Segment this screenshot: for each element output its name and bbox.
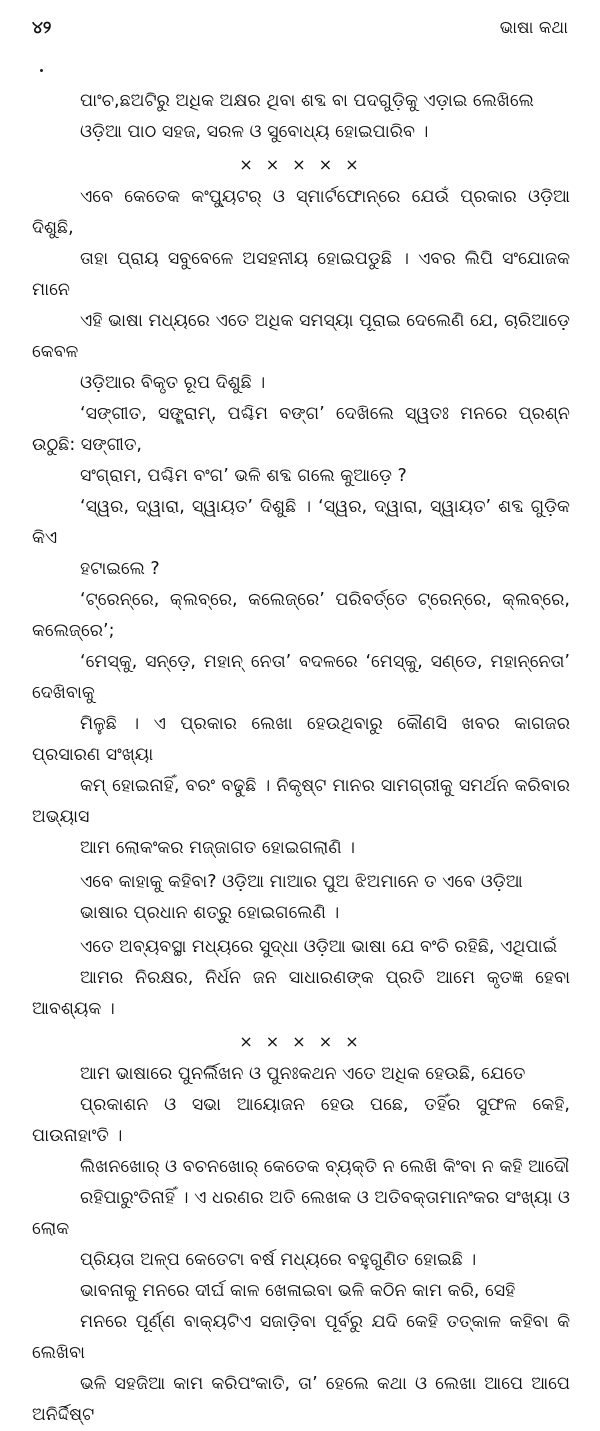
text-line: ‘ମେସ୍କୁ, ସନ୍‌ଡ଼େ, ମହାନ୍ ନେତା’ ବଦଳରେ ‘ମେସ୍କୁ, ସଣ୍ଡେ, ମହାନ୍ନେତା’ ଦେଖିବାକୁ	[32, 652, 570, 703]
paragraph-3	[32, 399, 570, 492]
text-line: ଲିଖନଖୋର୍ ଓ ବଚନଖୋର୍ କେତେକ ବ୍ୟକ୍ତି ନ ଲେଖି କିଂବା ନ କହି ଆଦୌ	[80, 1157, 570, 1177]
text-line: ପାଂଚ,ଛଅଟିରୁ ଅଧିକ ଅକ୍ଷର ଥିବା ଶବ୍ଦ ବା ପଦଗୁଡ଼ିକୁ ଏଡ଼ାଇ ଲେଖିଲେ	[80, 91, 534, 111]
text-line: ‘ସଙ୍ଗୀତ, ସଙ୍ଗ୍ରାମ୍, ପଶ୍ଚିମ ବଙ୍ଗ’ ଦେଖିଲେ ସ୍ୱତଃ ମନରେ ପ୍ରଶ୍ନ ଉଠୁଛି: ସଙ୍ଗୀତ,	[32, 404, 570, 455]
paragraph-9	[32, 1276, 570, 1431]
text-line: ଭଳି ସହଜିଆ କାମ କରିପଂକାତି, ତା’ ହେଲେ କଥା ଓ ଲେଖା ଆପେ ଆପେ ଅନିର୍ଦ୍ଦିଷ୍ଟ	[32, 1374, 570, 1425]
text-line: ଭାବନାକୁ ମନରେ ଦୀର୍ଘ କାଳ ଖେଳାଇବା ଭଳି କଠିନ କାମ କରି, ସେହି	[80, 1281, 516, 1301]
paragraph-4	[32, 492, 570, 585]
paragraph-5	[32, 585, 570, 864]
text-line: ମିଳୁଛି । ଏ ପ୍ରକାର ଲେଖା ହେଉଥିବାରୁ କୌଣସି ଖବର କାଗଜର ପ୍ରସାରଣ ସଂଖ୍ୟା	[32, 714, 570, 765]
text-line: ପ୍ରିୟତା ଅଳ୍ପ କେତେଟା ବର୍ଷ ମଧ୍ୟରେ ବହୁଗୁଣିତ ହୋଇଛି ।	[80, 1250, 477, 1270]
text-line: ଏତେ ଅବ୍ୟବସ୍ଥା ମଧ୍ୟରେ ସୁଦ୍ଧା ଓଡ଼ିଆ ଭାଷା ଯେ ବଂଚି ରହିଛି, ଏଥିପାଇଁ	[80, 937, 558, 957]
text-line: ଆମ ଭାଷାରେ ପୁନର୍ଲିଖନ ଓ ପୁନଃକଥନ ଏତେ ଅଧିକ ହେଉଛି, ଯେତେ	[80, 1064, 526, 1084]
text-line: ରହିପାରୁଂତିନାହିଁ । ଏ ଧରଣର ଅତି ଲେଖକ ଓ ଅତିବକ୍ତାମାନଂକର ସଂଖ୍ୟା ଓ ଲୋକ	[32, 1188, 570, 1239]
text-line: ଓଡ଼ିଆର ବିକୃତ ରୂପ ଦିଶୁଛି ।	[80, 373, 266, 393]
text-line: ଆମର ନିରକ୍ଷର, ନିର୍ଧନ ଜନ ସାଧାରଣଙ୍କ ପ୍ରତି ଆମେ କୃତଜ୍ଞ ହେବା ଆବଶ୍ୟକ ।	[32, 968, 570, 1019]
section-separator: × × × × ×	[239, 1032, 363, 1051]
text-line: ‘ଟ୍ରେନ୍‌ରେ, କ୍ଲବ୍‌ରେ, କଲେଜ୍‌ରେ’ ପରିବର୍ତ୍ତେ ଟ୍ରେନ୍‌ରେ, କ୍ଲବ୍‌ରେ, କଲେଜ୍‌ରେ’;	[32, 590, 570, 641]
paragraph-6	[32, 867, 570, 929]
page-number: ୪୨	[32, 18, 52, 38]
text-line: ଏବେ କାହାକୁ କହିବା? ଓଡ଼ିଆ ମାଆର ପୁଅ ଝିଅମାନେ ତ ଏବେ ଓଡ଼ିଆ	[80, 872, 523, 892]
ink-speck	[40, 69, 43, 72]
text-line: ଆମ ଲୋକଂକର ମଜ୍ଜାଗତ ହୋଇଗଲାଣି ।	[80, 838, 356, 858]
text-line: ଏହି ଭାଷା ମଧ୍ୟରେ ଏତେ ଅଧିକ ସମସ୍ୟା ପୂରାଇ ଦେଲେଣି ଯେ, ଚାରିଆଡ଼େ କେବଳ	[32, 311, 570, 362]
paragraph-1	[32, 86, 570, 148]
body-text	[32, 86, 570, 1431]
text-line: ଭାଷାର ପ୍ରଧାନ ଶତ୍ରୁ ହୋଇଗଲେଣି ।	[80, 903, 340, 923]
text-line: ପ୍ରକାଶନ ଓ ସଭା ଆୟୋଜନ ହେଉ ପଛେ, ତହିଁର ସୁଫଳ କେହି, ପାଉନାହାଂତି ।	[32, 1095, 570, 1146]
section-separator: × × × × ×	[239, 155, 363, 174]
paragraph-7	[32, 932, 570, 1025]
text-line: କମ୍ ହୋଇନାହିଁ, ବରଂ ବଢୁଛି । ନିକୃଷ୍ଟ ମାନର ସାମଗ୍ରୀକୁ ସମର୍ଥନ କରିବାର ଅଭ୍ୟାସ	[32, 776, 570, 827]
running-title: ଭାଷା କଥା	[499, 18, 568, 38]
paragraph-2	[32, 182, 570, 399]
text-line: ‘ସ୍ୱର, ଦ୍ୱାରା, ସ୍ୱାୟତ’ ଦିଶୁଛି । ‘ସ୍ୱର, ଦ୍ୱାରା, ସ୍ୱାୟତ’ ଶବ୍ଦ ଗୁଡ଼ିକ କିଏ	[32, 497, 570, 548]
text-line: ଓଡ଼ିଆ ପାଠ ସହଜ, ସରଳ ଓ ସୁବୋଧ୍ୟ ହୋଇପାରିବ ।	[80, 122, 429, 142]
paragraph-8	[32, 1059, 570, 1276]
text-line: ଏବେ କେତେକ କଂପ୍ୟୁଟର୍ ଓ ସ୍ମାର୍ଟଫୋନ୍‌ରେ ଯେଉଁ ପ୍ରକାର ଓଡ଼ିଆ ଦିଶୁଛି,	[32, 187, 570, 238]
page-header	[32, 18, 568, 46]
text-line: ସଂଗ୍ରାମ, ପଶ୍ଚିମ ବଂଗ’ ଭଳି ଶବ୍ଦ ଗଲେ କୁଆଡ଼େ ?	[80, 466, 407, 486]
text-line: ତାହା ପ୍ରାୟ ସବୁବେଳେ ଅସହନୀୟ ହୋଇପଡୁଛି । ଏବର ଲିପି ସଂଯୋଜକ ମାନେ	[32, 249, 570, 300]
text-line: ହଟାଇଲେ ?	[80, 559, 160, 579]
text-line: ମନରେ ପୂର୍ଣ୍ଣ ବାକ୍ୟଟିଏ ସଜାଡ଼ିବା ପୂର୍ବରୁ ଯଦି କେହି ତତ୍କାଳ କହିବା କି ଲେଖିବା	[32, 1312, 570, 1363]
